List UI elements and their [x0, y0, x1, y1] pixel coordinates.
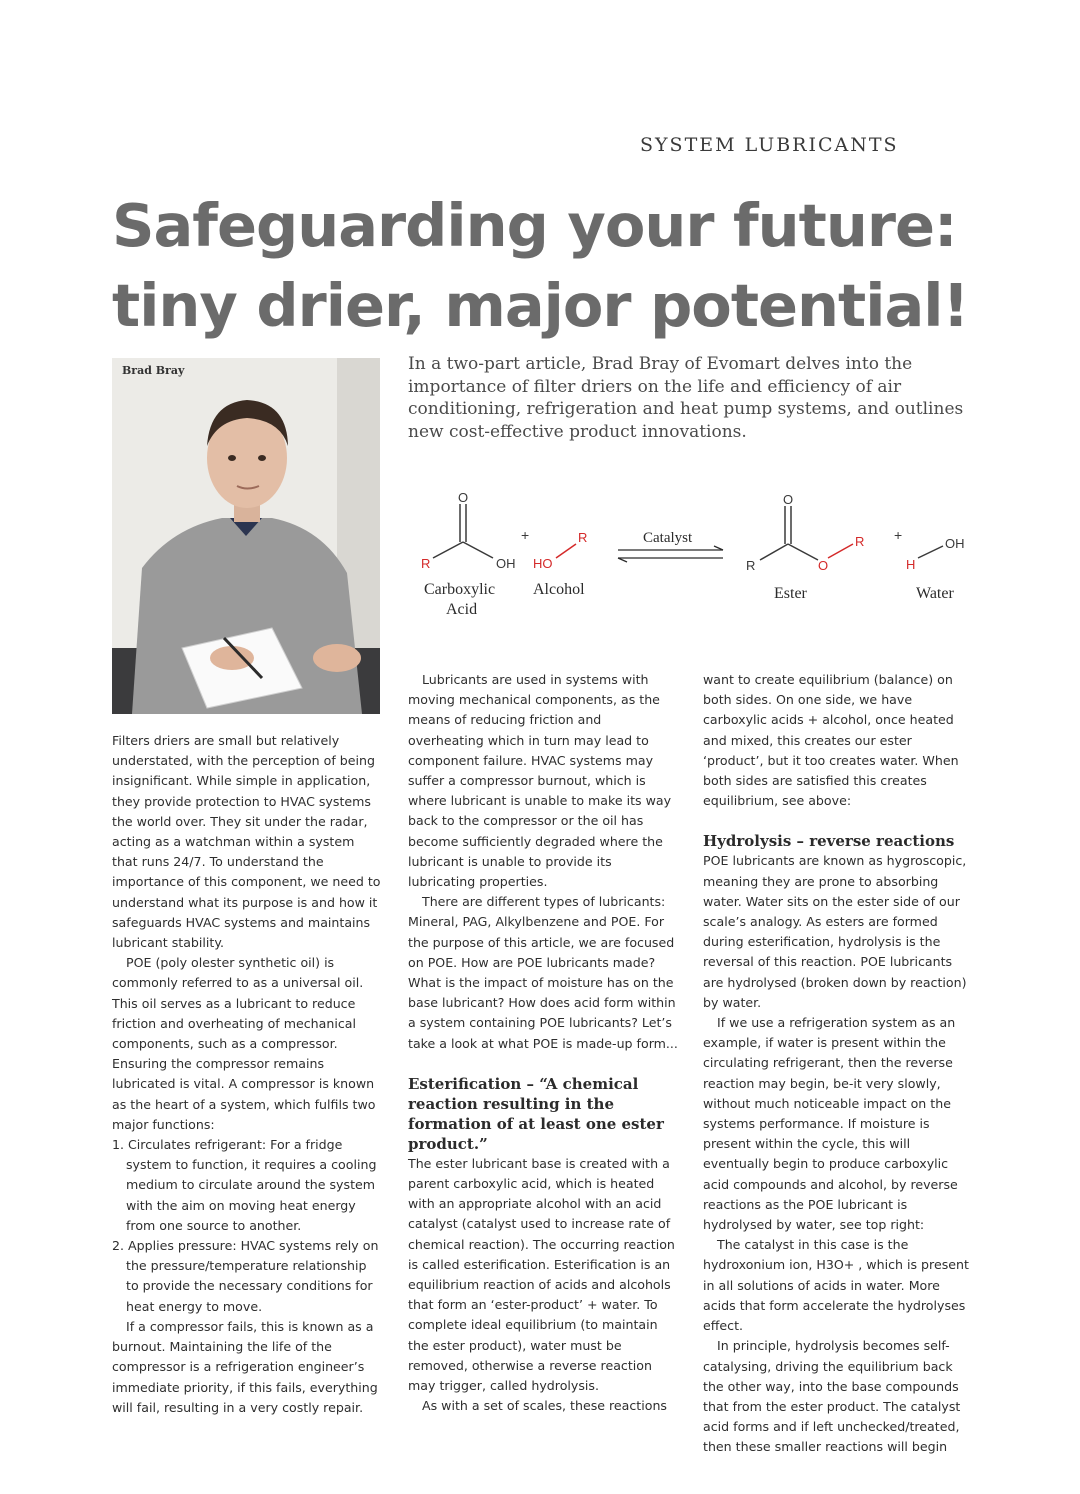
col1-paragraph-3: If a compressor fails, this is known as a burnout. Maintaining the life of the compressor is a refrigeration engineer’s immediate priority, if this fails, everything will fail, resulting in a very costly repair. — [112, 1318, 378, 1415]
col3-paragraph-3: If we use a refrigeration system as an example, if water is present within the circulating refrigerant, then the reverse reaction may begin, be-it very slowly, without much noticeable impact on the systems performance. If moisture is present within the cycle, this will eventually begin to produce carboxylic acid compounds and alcohol, by reverse reactions as the POE lubricant is hydrolysed by water, see top right: — [703, 1015, 958, 1233]
ester-r-group-alcohol: R — [855, 534, 865, 549]
equilibrium-arrows — [618, 530, 723, 562]
author-photo-illustration — [112, 358, 380, 714]
body-column-2 — [408, 670, 678, 1417]
author-photo — [112, 358, 380, 714]
carboxylic-acid-molecule — [421, 490, 516, 571]
col2-paragraph-1: Lubricants are used in systems with moving mechanical components, as the means of reducing friction and overheating which in turn may lead to component failure. HVAC systems may suffer a compressor burnout, which is where lubricant is unable to make its way back to the compressor or the oil has become sufficiently degraded where the lubricant is unable to provide its lubricating properties. — [408, 672, 672, 890]
body-column-1 — [112, 731, 382, 1418]
ester-oxygen: O — [818, 558, 829, 573]
compressor-functions-list — [112, 1135, 382, 1317]
reaction-scheme — [408, 480, 988, 630]
headline — [112, 186, 1012, 346]
alcohol-hydroxyl: HO — [533, 556, 553, 571]
col3-paragraph-2: POE lubricants are known as hygroscopic, meaning they are prone to absorbing water. Water sits on the ester side of our scale’s analogy. As esters are formed during esterification, hydrolysis is the reversal of this reaction. POE lubricants are hydrolysed (broken down by reaction) by water. — [703, 853, 967, 1010]
photo-caption: Brad Bray — [122, 364, 185, 377]
col3-paragraph-1: want to create equilibrium (balance) on both sides. On one side, we have carboxylic acids + alcohol, once heated and mixed, this creates our ester ‘product’, but it too creates water. When both sides are satisfied this creates equilibrium, see above: — [703, 672, 959, 809]
section-label: SYSTEM LUBRICANTS — [640, 134, 899, 156]
alcohol-r-group: R — [578, 530, 588, 545]
label-alcohol: Alcohol — [533, 581, 585, 598]
label-ester: Ester — [774, 585, 807, 602]
col1-paragraph-1: Filters driers are small but relatively understated, with the perception of being insignificant. While simple in application, they provide protection to HVAC systems the world over. They sit under the radar, acting as a watchman within a system that runs 24/7. To understand the importance of this component, we need to understand what its purpose is and how it safeguards HVAC systems and maintains lubricant stability. — [112, 733, 381, 951]
list-item: 1. Circulates refrigerant: For a fridge system to function, it requires a cooling medium to circulate around the system with the aim on moving heat energy from one source to another. — [112, 1137, 377, 1233]
alcohol-molecule — [533, 530, 587, 571]
label-water: Water — [916, 585, 954, 602]
col2-paragraph-4: As with a set of scales, these reactions — [422, 1398, 667, 1414]
list-item: 2. Applies pressure: HVAC systems rely on the pressure/temperature relationship to provide the necessary conditions for heat energy to move. — [112, 1238, 379, 1314]
headline-line-1: Safeguarding your future: — [112, 191, 957, 260]
body-column-3 — [703, 670, 973, 1458]
intro-standfirst: In a two-part article, Brad Bray of Evomart delves into the importance of filter driers on the life and efficiency of air conditioning, refrigeration and heat pump systems, and outlines new cost-effective product innovations. — [408, 354, 964, 442]
acid-oxygen: O — [458, 490, 469, 505]
water-molecule — [906, 536, 965, 572]
water-hydroxyl: OH — [945, 536, 965, 551]
acid-r-group: R — [421, 556, 431, 571]
col2-paragraph-3: The ester lubricant base is created with a parent carboxylic acid, which is heated with an appropriate alcohol with an acid catalyst (catalyst used to increase rate of chemical reaction). The occurring reaction is called esterification. Esterification is an equilibrium reaction of acids and alcohols that form an ‘ester-product’ + water. To complete ideal equilibrium (to maintain the ester product), water must be removed, otherwise a reverse reaction may trigger, called hydrolysis. — [408, 1155, 675, 1394]
col3-paragraph-5: In principle, hydrolysis becomes self-catalysing, driving the equilibrium back the other way, into the base compounds that from the ester product. The catalyst acid forms and if left unchecked/treated, then these smaller reactions will begin — [703, 1338, 961, 1455]
esterification-diagram — [408, 480, 988, 630]
col1-paragraph-2: POE (poly olester synthetic oil) is commonly referred to as a universal oil. This oil serves as a lubricant to reduce friction and overheating of mechanical components, such as a compressor. Ensuring the compressor remains lubricated is vital. A compressor is known as the heart of a system, which fulfils two major functions: — [112, 955, 376, 1132]
plus-sign-1: + — [521, 527, 530, 543]
ester-carbonyl-oxygen: O — [783, 492, 794, 507]
catalyst-label: Catalyst — [643, 530, 693, 546]
label-acid: Acid — [446, 601, 478, 618]
acid-hydroxyl: OH — [496, 556, 516, 571]
ester-r-group-acid: R — [746, 558, 756, 573]
col2-paragraph-2: There are different types of lubricants: Mineral, PAG, Alkylbenzene and POE. For the purpose of this article, we are focused on POE. How are POE lubricants made? What is the impact of moisture has on the base lubricant? How does acid form within a system containing POE lubricants? Let’s take a look at what POE is made-up form... — [408, 894, 678, 1051]
subhead-hydrolysis: Hydrolysis – reverse reactions — [703, 832, 955, 851]
label-carboxylic: Carboxylic — [424, 581, 496, 598]
col3-paragraph-4: The catalyst in this case is the hydroxonium ion, H3O+ , which is present in all solutions of acids in water. More acids that form accelerate the hydrolyses effect. — [703, 1237, 969, 1334]
subhead-esterification: Esterification – “A chemical reaction resulting in the formation of at least one ester product.” — [408, 1074, 664, 1153]
water-hydrogen: H — [906, 557, 916, 572]
headline-line-2: tiny drier, major potential! — [112, 271, 969, 340]
plus-sign-2: + — [894, 527, 903, 543]
ester-molecule — [746, 492, 864, 573]
